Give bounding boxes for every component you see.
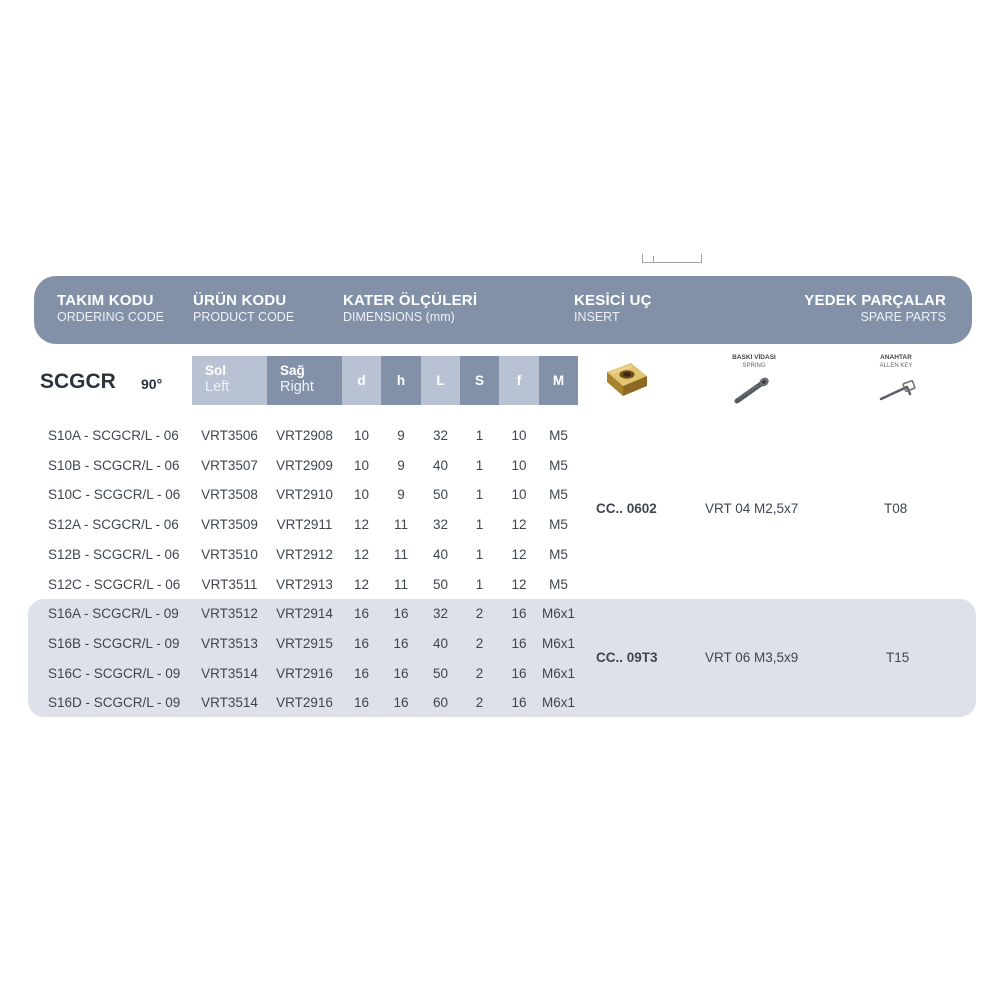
cell-left: VRT3514 xyxy=(201,695,258,711)
cell-h: 9 xyxy=(397,428,405,443)
header-spare-title: YEDEK PARÇALAR xyxy=(804,292,946,309)
cell-L: 40 xyxy=(432,635,449,651)
cell-right: VRT2914 xyxy=(276,606,333,622)
cell-L: 50 xyxy=(432,576,449,592)
header-product-sub: PRODUCT CODE xyxy=(193,310,295,324)
column-d: d xyxy=(342,356,381,405)
header-ordering-title: TAKIM KODU xyxy=(57,292,154,309)
cell-f: 10 xyxy=(511,428,527,443)
cell-left: VRT3512 xyxy=(201,606,258,622)
cell-M: M5 xyxy=(549,428,568,443)
spare-key-sub: ALLEN KEY xyxy=(879,363,913,369)
table-row xyxy=(0,510,1000,540)
spare-key xyxy=(856,354,936,413)
cell-right: VRT2912 xyxy=(276,546,333,562)
cell-S: 2 xyxy=(475,695,484,711)
cell-code: S12B - SCGCR/L - 06 xyxy=(48,546,180,562)
column-L: L xyxy=(421,356,460,405)
column-M: M xyxy=(539,356,578,405)
header-dimensions xyxy=(343,292,477,324)
cell-S: 2 xyxy=(475,665,484,681)
cell-f: 12 xyxy=(511,517,527,533)
cell-S: 1 xyxy=(475,487,484,503)
table-row xyxy=(0,451,1000,481)
cell-S: 1 xyxy=(475,546,484,562)
group-1-screw: VRT 04 M2,5x7 xyxy=(705,501,799,516)
cell-L: 32 xyxy=(432,517,449,533)
header-spare xyxy=(804,292,946,324)
cell-code: S16D - SCGCR/L - 09 xyxy=(48,695,181,711)
table-row xyxy=(0,480,1000,510)
column-right-title: Sağ xyxy=(280,363,305,378)
cell-right: VRT2915 xyxy=(276,635,333,651)
cell-S: 1 xyxy=(475,457,484,473)
cell-h: 16 xyxy=(393,695,409,711)
cell-M: M6x1 xyxy=(541,635,575,651)
cell-h: 16 xyxy=(393,635,409,651)
header-spare-sub: SPARE PARTS xyxy=(860,310,946,324)
cell-S: 1 xyxy=(475,517,484,533)
cell-L: 50 xyxy=(432,665,449,681)
cell-right: VRT2916 xyxy=(276,665,333,681)
cell-d: 16 xyxy=(353,695,370,711)
cell-M: M6x1 xyxy=(541,665,575,681)
cell-S: 2 xyxy=(475,635,484,651)
cell-right: VRT2909 xyxy=(276,457,333,473)
header-banner xyxy=(34,276,972,344)
cell-right: VRT2908 xyxy=(276,428,333,443)
cell-code: S16C - SCGCR/L - 09 xyxy=(48,665,181,681)
cell-code: S16B - SCGCR/L - 09 xyxy=(48,635,180,651)
header-product xyxy=(193,292,294,324)
cell-code: S10A - SCGCR/L - 06 xyxy=(48,428,179,443)
cell-f: 16 xyxy=(511,695,527,711)
table-row xyxy=(0,421,1000,451)
group-2-key: T15 xyxy=(886,650,910,665)
cell-right: VRT2910 xyxy=(276,487,333,503)
cell-code: S12C - SCGCR/L - 06 xyxy=(48,576,181,592)
column-left-sub: Left xyxy=(205,379,230,395)
cell-d: 10 xyxy=(353,428,370,443)
column-h: h xyxy=(381,356,421,405)
cell-M: M5 xyxy=(549,576,568,592)
cell-d: 16 xyxy=(353,635,370,651)
spare-screw-label: BASKI VİDASI xyxy=(732,354,776,361)
cell-S: 2 xyxy=(475,606,484,622)
cell-left: VRT3513 xyxy=(201,635,258,651)
table-row xyxy=(0,629,1000,659)
cell-M: M5 xyxy=(549,517,568,533)
cell-L: 40 xyxy=(432,457,449,473)
cell-f: 10 xyxy=(511,457,527,473)
cell-d: 16 xyxy=(353,606,370,622)
cell-f: 12 xyxy=(511,546,527,562)
cell-M: M6x1 xyxy=(541,606,575,622)
cell-f: 16 xyxy=(511,635,527,651)
cell-h: 11 xyxy=(393,517,408,533)
cell-d: 12 xyxy=(353,546,370,562)
header-insert-sub: INSERT xyxy=(574,310,620,324)
header-dimensions-sub: DIMENSIONS (mm) xyxy=(343,310,455,324)
cell-L: 32 xyxy=(432,606,449,622)
cell-left: VRT3507 xyxy=(201,457,258,473)
header-product-title: ÜRÜN KODU xyxy=(193,292,287,309)
cell-f: 12 xyxy=(511,576,527,592)
column-f: f xyxy=(499,356,539,405)
spare-screw xyxy=(718,354,790,413)
cell-code: S12A - SCGCR/L - 06 xyxy=(48,517,179,533)
cell-left: VRT3514 xyxy=(201,665,258,681)
cell-right: VRT2913 xyxy=(276,576,333,592)
cell-S: 1 xyxy=(475,428,484,443)
group-2-insert: CC.. 09T3 xyxy=(596,650,658,665)
cell-L: 32 xyxy=(432,428,449,443)
column-left xyxy=(192,356,267,405)
cell-f: 10 xyxy=(511,487,527,503)
table-row xyxy=(0,599,1000,629)
cell-d: 10 xyxy=(353,487,370,503)
table-row xyxy=(0,570,1000,600)
cell-code: S16A - SCGCR/L - 09 xyxy=(48,606,179,622)
dimension-tick-mark xyxy=(642,254,702,263)
cell-d: 12 xyxy=(353,576,370,592)
cell-M: M5 xyxy=(549,546,568,562)
header-insert-title: KESİCİ UÇ xyxy=(574,292,652,309)
cell-M: M5 xyxy=(549,457,568,473)
cell-h: 16 xyxy=(393,606,409,622)
cell-right: VRT2916 xyxy=(276,695,333,711)
header-ordering xyxy=(57,292,164,324)
group-2-screw: VRT 06 M3,5x9 xyxy=(705,650,799,665)
header-ordering-sub: ORDERING CODE xyxy=(57,310,164,324)
header-insert xyxy=(574,292,652,324)
spare-key-label: ANAHTAR xyxy=(880,354,912,361)
cell-h: 16 xyxy=(393,665,409,681)
column-right xyxy=(267,356,342,405)
column-left-title: Sol xyxy=(205,363,227,378)
tool-code: SCGCR xyxy=(40,370,116,393)
cell-left: VRT3509 xyxy=(201,517,258,533)
header-dimensions-title: KATER ÖLÇÜLERİ xyxy=(343,292,478,309)
spare-screw-sub: SPRING xyxy=(742,363,766,369)
cell-left: VRT3508 xyxy=(201,487,258,503)
insert-icon xyxy=(604,360,650,409)
group-1-key: T08 xyxy=(884,501,908,516)
table-row xyxy=(0,659,1000,689)
cell-d: 16 xyxy=(353,665,370,681)
column-S: S xyxy=(460,356,499,405)
cell-f: 16 xyxy=(511,606,527,622)
screw-icon xyxy=(718,372,790,413)
cell-code: S10B - SCGCR/L - 06 xyxy=(48,457,180,473)
cell-f: 16 xyxy=(511,665,527,681)
cell-M: M6x1 xyxy=(541,695,575,711)
cell-d: 12 xyxy=(353,517,370,533)
cell-L: 50 xyxy=(432,487,449,503)
table-row xyxy=(0,540,1000,570)
cell-M: M5 xyxy=(549,487,568,503)
cell-S: 1 xyxy=(475,576,484,592)
cell-h: 11 xyxy=(393,576,408,592)
cell-code: S10C - SCGCR/L - 06 xyxy=(48,487,181,503)
cell-right: VRT2911 xyxy=(276,517,333,533)
table-row xyxy=(0,688,1000,718)
group-1-insert: CC.. 0602 xyxy=(596,501,657,516)
tool-angle: 90° xyxy=(141,376,163,392)
cell-h: 9 xyxy=(397,457,405,473)
cell-L: 60 xyxy=(432,695,449,711)
cell-L: 40 xyxy=(432,546,449,562)
cell-d: 10 xyxy=(353,457,370,473)
cell-h: 9 xyxy=(397,487,405,503)
cell-left: VRT3506 xyxy=(201,428,258,443)
cell-h: 11 xyxy=(393,546,408,562)
cell-left: VRT3511 xyxy=(201,576,258,592)
column-right-sub: Right xyxy=(280,379,314,395)
allen-key-icon xyxy=(856,372,936,413)
cell-left: VRT3510 xyxy=(201,546,258,562)
